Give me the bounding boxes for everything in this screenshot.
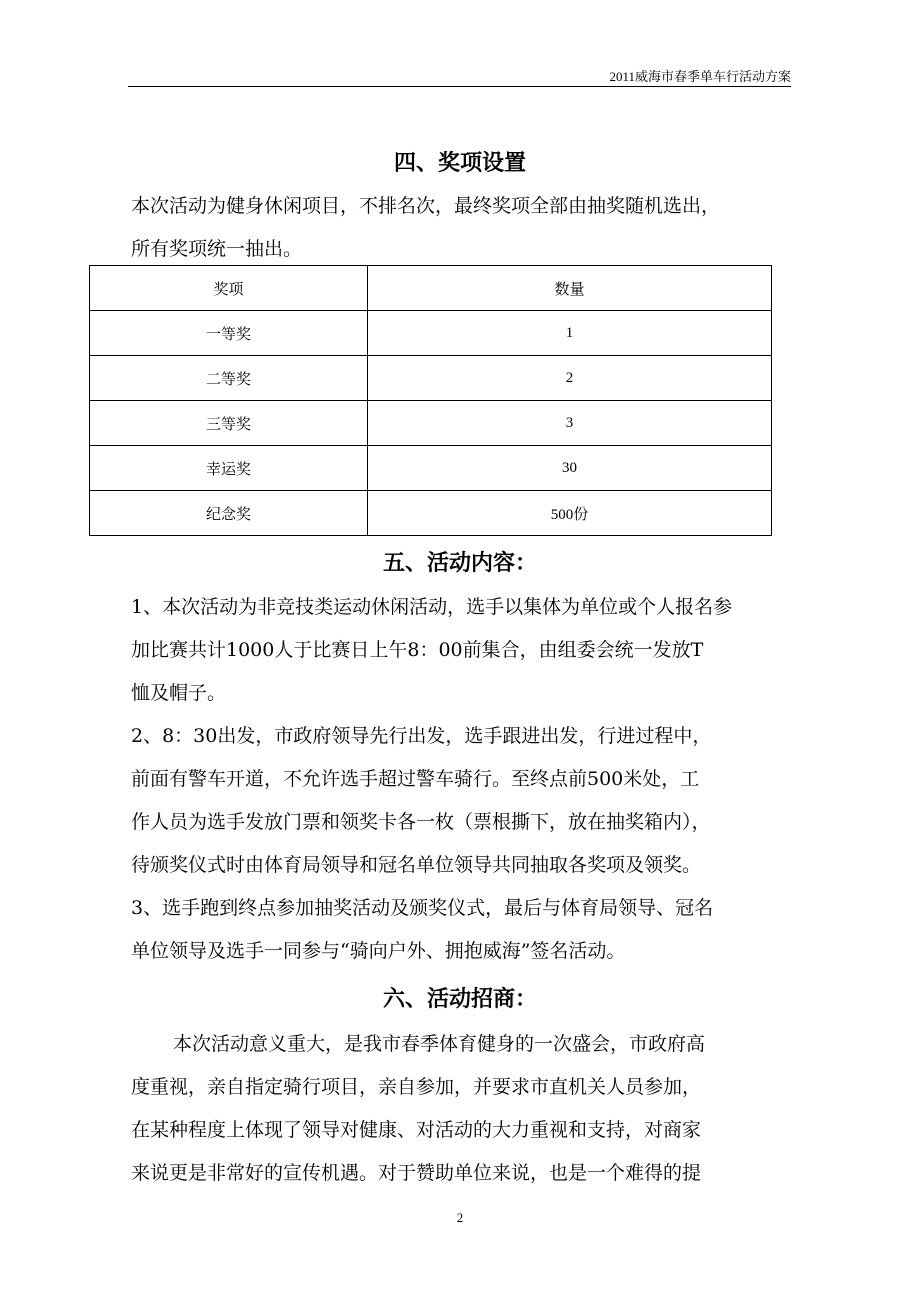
award-name-cell: 二等奖 — [90, 356, 368, 401]
column-header-award: 奖项 — [90, 266, 368, 311]
table-row — [90, 356, 772, 401]
table-row — [90, 311, 772, 356]
section-heading-activity-content: 五、活动内容： — [382, 551, 537, 576]
column-header-quantity: 数量 — [368, 266, 772, 311]
table-row — [90, 491, 772, 536]
paragraph-line: 前面有警车开道，不允许选手超过警车骑行。至终点前500米处，工 — [131, 768, 700, 790]
paragraph-line: 所有奖项统一抽出。 — [131, 238, 303, 260]
award-quantity-cell: 2 — [368, 356, 772, 401]
award-quantity-cell: 1 — [368, 311, 772, 356]
section-heading-sponsorship: 六、活动招商： — [382, 987, 537, 1012]
page-number: 2 — [456, 1210, 464, 1225]
award-name-cell: 一等奖 — [90, 311, 368, 356]
paragraph-line: 本次活动意义重大，是我市春季体育健身的一次盛会，市政府高 — [173, 1033, 706, 1055]
award-name-cell: 幸运奖 — [90, 446, 368, 491]
paragraph-line: 2、8：30出发，市政府领导先行出发，选手跟进出发，行进过程中， — [131, 725, 712, 747]
paragraph-line: 1、本次活动为非竞技类运动休闲活动，选手以集体为单位或个人报名参 — [131, 596, 733, 618]
paragraph-line: 来说更是非常好的宣传机遇。对于赞助单位来说，也是一个难得的提 — [131, 1162, 702, 1184]
awards-intro-paragraph — [131, 185, 794, 271]
table-row — [90, 446, 772, 491]
table-row — [90, 401, 772, 446]
paragraph-line: 待颁奖仪式时由体育局领导和冠名单位领导共同抽取各奖项及领奖。 — [131, 854, 702, 876]
award-quantity-cell: 3 — [368, 401, 772, 446]
paragraph-line: 在某种程度上体现了领导对健康、对活动的大力重视和支持，对商家 — [131, 1119, 702, 1141]
sponsorship-paragraph — [131, 1023, 794, 1195]
awards-table — [89, 265, 772, 536]
paragraph-line: 作人员为选手发放门票和领奖卡各一枚（票根撕下，放在抽奖箱内）， — [131, 811, 711, 833]
section-heading-awards: 四、奖项设置 — [393, 151, 526, 176]
paragraph-line: 3、选手跑到终点参加抽奖活动及颁奖仪式，最后与体育局领导、冠名 — [131, 897, 714, 919]
paragraph-line: 加比赛共计1000人于比赛日上午8：00前集合，由组委会统一发放T — [131, 639, 704, 661]
activity-content-paragraph — [131, 586, 794, 973]
paragraph-line: 度重视，亲自指定骑行项目，亲自参加，并要求市直机关人员参加， — [131, 1076, 702, 1098]
award-quantity-cell: 30 — [368, 446, 772, 491]
paragraph-line: 单位领导及选手一同参与“骑向户外、拥抱威海”签名活动。 — [131, 940, 626, 962]
paragraph-line: 本次活动为健身休闲项目，不排名次，最终奖项全部由抽奖随机选出， — [131, 195, 721, 217]
paragraph-line: 恤及帽子。 — [131, 682, 227, 704]
page-header — [128, 62, 791, 87]
award-quantity-cell: 500份 — [368, 491, 772, 536]
table-header-row — [90, 266, 772, 311]
header-title: 2011威海市春季单车行活动方案 — [609, 69, 791, 84]
award-name-cell: 纪念奖 — [90, 491, 368, 536]
award-name-cell: 三等奖 — [90, 401, 368, 446]
